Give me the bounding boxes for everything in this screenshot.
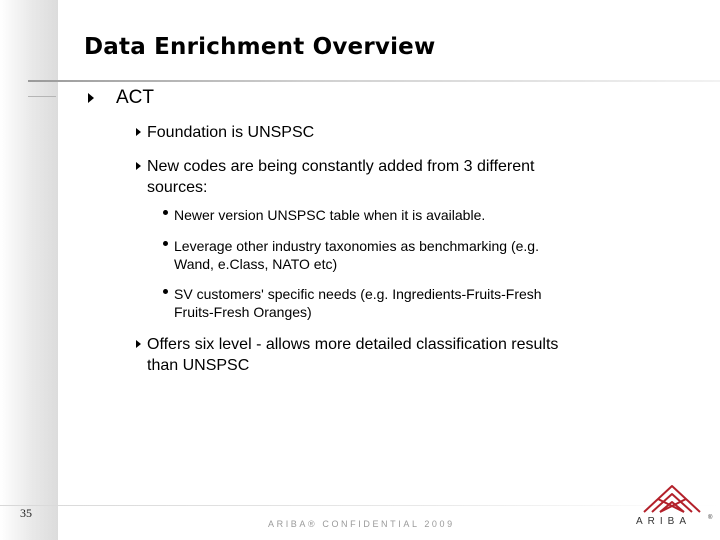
registered-mark: ® [708, 515, 713, 521]
bullet-leverage-line1: Leverage other industry taxonomies as benchmarking (e.g. [174, 238, 539, 254]
bullet-newer-version: Newer version UNSPSC table when it is available. [174, 207, 486, 223]
slide-title: Data Enrichment Overview [84, 34, 436, 60]
ariba-logo-icon [640, 484, 704, 514]
bullet-six-level [147, 334, 558, 376]
bullet-new-codes [147, 156, 535, 198]
bullet-new-codes-line1: New codes are being constantly added from 3 different [147, 158, 535, 175]
accent-rule [28, 96, 56, 97]
bullet-sv-customers [174, 285, 542, 321]
confidential-notice: ARIBA® CONFIDENTIAL 2009 [268, 519, 455, 529]
bullet-sv-customers-line2: Fruits-Fresh Oranges) [174, 304, 312, 320]
arrow-bullet-icon [136, 128, 141, 136]
dot-bullet-icon [163, 289, 168, 294]
arrow-bullet-icon [136, 340, 141, 348]
bullet-act: ACT [116, 87, 154, 108]
page-number: 35 [20, 506, 32, 520]
dot-bullet-icon [163, 241, 168, 246]
ariba-logo-text: ARIBA [636, 516, 692, 527]
footer-rule [0, 505, 720, 506]
arrow-bullet-icon [136, 162, 141, 170]
bullet-new-codes-line2: sources: [147, 179, 208, 196]
dot-bullet-icon [163, 210, 168, 215]
bullet-leverage [174, 237, 539, 273]
bullet-sv-customers-line1: SV customers' specific needs (e.g. Ingredients-Fruits-Fresh [174, 286, 542, 302]
bullet-six-level-line2: than UNSPSC [147, 357, 250, 374]
bullet-leverage-line2: Wand, e.Class, NATO etc) [174, 256, 338, 272]
arrow-bullet-icon [88, 93, 94, 103]
bullet-foundation: Foundation is UNSPSC [147, 124, 315, 141]
bullet-six-level-line1: Offers six level - allows more detailed classification results [147, 336, 559, 353]
title-rule [28, 80, 720, 82]
